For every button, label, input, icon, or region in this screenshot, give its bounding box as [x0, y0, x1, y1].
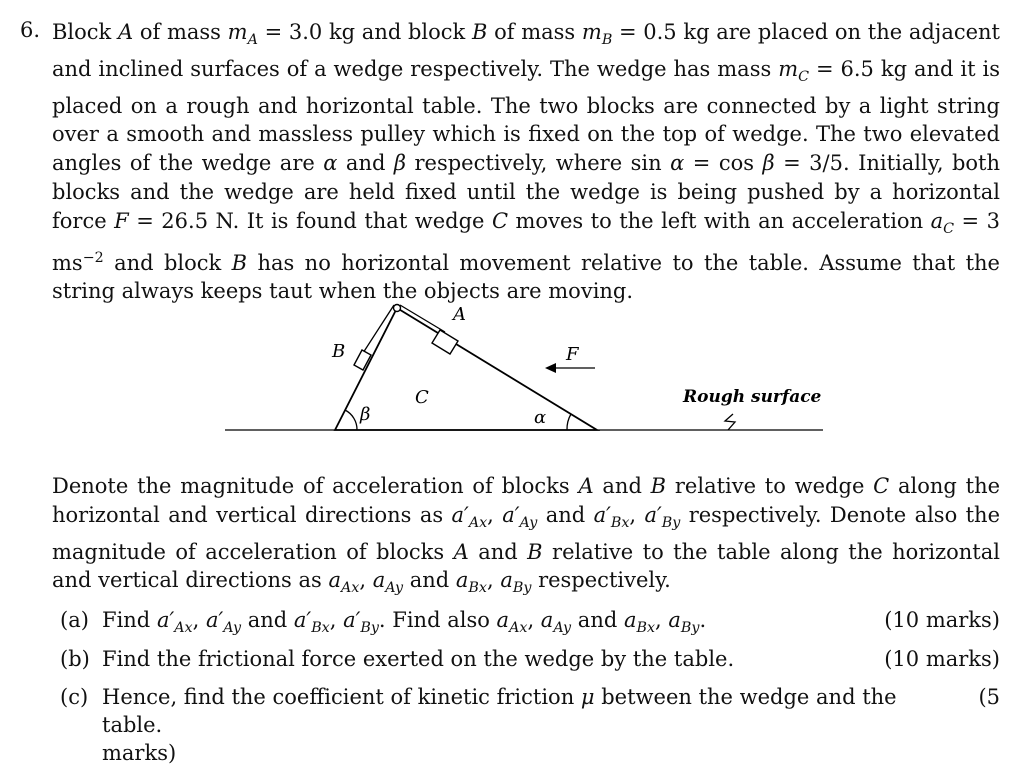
label-alpha: α	[534, 407, 547, 428]
part-b	[60, 645, 1000, 684]
question-parts	[60, 606, 1000, 765]
part-b-marks: (10 marks)	[884, 646, 1000, 671]
label-beta: β	[360, 404, 371, 425]
wedge-diagram	[225, 300, 835, 440]
beta-arc	[345, 410, 357, 430]
label-a: A	[453, 304, 466, 325]
part-b-label: (b)	[60, 646, 90, 671]
part-c-label: (c)	[60, 685, 89, 709]
part-a-text: Find $a'_{Ax}$, $a'_{Ay}$ and $a'_{Bx}$, $a'_{By}$. Find also $a_{Ax}$, $a_{Ay}$ and $a_{Bx}$, $a_{By}$.	[102, 608, 707, 636]
label-c: C	[415, 387, 429, 408]
pulley	[394, 305, 401, 312]
alpha-arc	[567, 414, 571, 430]
part-c	[60, 683, 1000, 765]
rough-surface-mark	[725, 414, 735, 430]
label-b: B	[332, 341, 346, 362]
label-f: F	[566, 344, 579, 365]
notation-paragraph: Denote the magnitude of acceleration of blocks A and B relative to wedge C along the horizontal and vertical directions as $a'_{Ax}$, $a'_{Ay}$ and $a'_{Bx}$, $a'_{By}$ respectively. Denote also the magnitude of acceleration of blocks A and B relative to the table along the horizontal and vertical directions as $a_{Ax}$, $a_{Ay}$ and $a_{Bx}$, $a_{By}$ respectively.	[52, 474, 1001, 597]
question-intro: Block A of mass $m_A = 3.0$ kg and block B of mass $m_B = 0.5$ kg are placed on the adjacent and inclined surfaces of a wedge respectively. The wedge has mass $m_C = 6.5$ kg and it is placed on a rough and horizontal table. The two blocks are connected by a light string over a smooth and massless pulley which is fixed on the top of wedge. The two elevated angles of the wedge are α and β respectively, where sin α = cos β = 3/5. Initially, both blocks and the wedge are held fixed until the wedge is being pushed by a horizontal force F = 26.5 N. It is found that wedge C moves to the left with an acceleration $a_C = 3$ $ms^{-2}$ and block B has no horizontal movement relative to the table. Assume that the string always keeps taut when the objects are moving.	[52, 20, 1001, 304]
label-rough-surface: Rough surface	[683, 387, 822, 407]
block-b	[354, 350, 371, 370]
part-b-text: Find the frictional force exerted on the wedge by the table.	[102, 646, 735, 671]
part-a-marks: (10 marks)	[884, 608, 1000, 632]
part-a-label: (a)	[60, 608, 89, 632]
string-to-a	[400, 305, 445, 332]
force-arrow-head	[545, 363, 556, 373]
question-number: 6.	[20, 18, 41, 42]
wedge-c	[335, 308, 597, 430]
part-c-marks: (5	[978, 685, 1000, 709]
part-c-text: Hence, find the coefficient of kinetic friction μ between the wedge and the table. marks)	[102, 685, 897, 765]
block-a	[432, 330, 458, 354]
part-a	[60, 606, 1000, 645]
part-c-marks-cont: marks)	[102, 741, 177, 765]
